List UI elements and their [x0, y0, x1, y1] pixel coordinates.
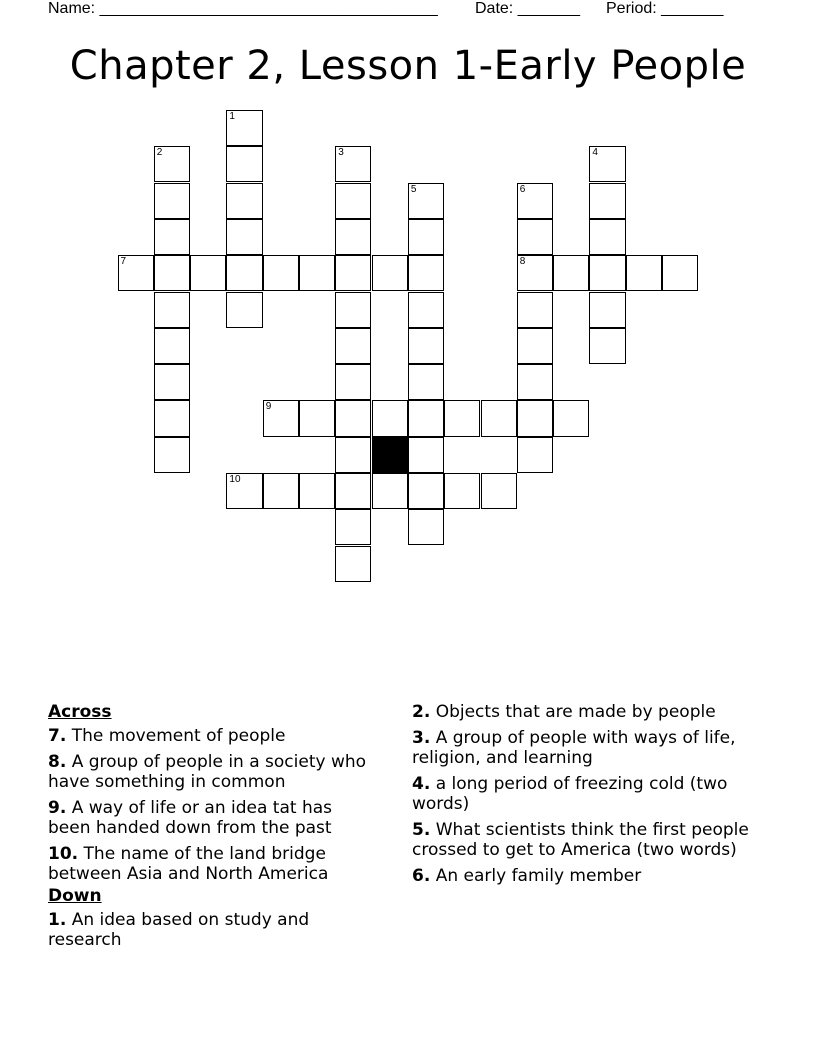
- crossword-cell[interactable]: [408, 328, 444, 364]
- clue-number: 5.: [412, 820, 431, 840]
- crossword-cell[interactable]: [517, 400, 553, 436]
- crossword-cell[interactable]: [481, 473, 517, 509]
- clue-text: The movement of people: [71, 726, 286, 746]
- clue-text: a long period of freezing cold (two words): [412, 774, 728, 814]
- crossword-cell[interactable]: [335, 292, 371, 328]
- crossword-cell[interactable]: [589, 328, 625, 364]
- crossword-cell[interactable]: [626, 255, 662, 291]
- crossword-cell[interactable]: [662, 255, 698, 291]
- crossword-cell[interactable]: [335, 146, 371, 182]
- crossword-cell[interactable]: [299, 473, 335, 509]
- clue-number: 6.: [412, 866, 431, 886]
- crossword-cell[interactable]: [517, 437, 553, 473]
- clue-number: 3.: [412, 728, 431, 748]
- clue-across-10: [48, 844, 368, 884]
- clue-down-3: [412, 728, 772, 768]
- crossword-cell[interactable]: [444, 400, 480, 436]
- crossword-cell[interactable]: [263, 400, 299, 436]
- crossword-cell[interactable]: [263, 255, 299, 291]
- crossword-cell[interactable]: [154, 146, 190, 182]
- cell-clue-number: 9: [265, 401, 272, 413]
- crossword-cell[interactable]: [517, 183, 553, 219]
- crossword-cell[interactable]: [408, 509, 444, 545]
- clue-across-8: [48, 752, 368, 792]
- crossword-cell[interactable]: [226, 183, 262, 219]
- clue-number: 9.: [48, 798, 67, 818]
- crossword-cell[interactable]: [154, 255, 190, 291]
- clue-number: 2.: [412, 702, 431, 722]
- crossword-cell[interactable]: [299, 255, 335, 291]
- clue-text: The name of the land bridge between Asia and North America: [48, 844, 329, 884]
- page-title: Chapter 2, Lesson 1-Early People: [69, 43, 747, 89]
- crossword-cell[interactable]: [154, 328, 190, 364]
- clue-number: 4.: [412, 774, 431, 794]
- cell-clue-number: 5: [410, 183, 417, 195]
- crossword-cell[interactable]: [372, 255, 408, 291]
- crossword-cell[interactable]: [589, 219, 625, 255]
- clue-text: A way of life or an idea tat has been handed down from the past: [48, 798, 332, 838]
- crossword-cell[interactable]: [335, 255, 371, 291]
- crossword-cell[interactable]: [444, 473, 480, 509]
- crossword-cell[interactable]: [335, 400, 371, 436]
- crossword-cell[interactable]: [226, 219, 262, 255]
- crossword-cell[interactable]: [335, 364, 371, 400]
- clues-column-left: [48, 702, 368, 956]
- crossword-cell[interactable]: [335, 546, 371, 582]
- crossword-cell[interactable]: [226, 146, 262, 182]
- clue-number: 10.: [48, 844, 79, 864]
- crossword-cell[interactable]: [517, 364, 553, 400]
- clue-down-6: [412, 866, 772, 886]
- name-field-label[interactable]: Name: ______________________________________: [48, 0, 438, 17]
- cell-clue-number: 3: [338, 147, 344, 159]
- crossword-cell[interactable]: [154, 183, 190, 219]
- crossword-cell[interactable]: [589, 146, 625, 182]
- crossword-cell[interactable]: [553, 400, 589, 436]
- crossword-cell[interactable]: [408, 219, 444, 255]
- cell-clue-number: 4: [592, 147, 598, 159]
- crossword-cell[interactable]: [517, 255, 553, 291]
- cell-clue-number: 1: [229, 111, 235, 122]
- cell-clue-number: 7: [120, 256, 127, 268]
- down-heading: Down: [48, 886, 102, 906]
- crossword-cell[interactable]: [589, 292, 625, 328]
- crossword-cell[interactable]: [226, 473, 262, 509]
- crossword-cell[interactable]: [372, 400, 408, 436]
- clue-text: A group of people with ways of life, religion, and learning: [412, 728, 736, 768]
- crossword-cell[interactable]: [299, 400, 335, 436]
- crossword-block: [372, 437, 408, 473]
- crossword-cell[interactable]: [226, 255, 262, 291]
- crossword-cell[interactable]: [263, 473, 299, 509]
- clue-number: 1.: [48, 910, 67, 930]
- crossword-cell[interactable]: [408, 292, 444, 328]
- cell-clue-number: 10: [229, 474, 241, 485]
- crossword-cell[interactable]: [154, 400, 190, 436]
- crossword-cell[interactable]: [154, 364, 190, 400]
- crossword-cell[interactable]: [335, 328, 371, 364]
- clue-down-5: [412, 820, 772, 860]
- crossword-cell[interactable]: [408, 183, 444, 219]
- clues-column-right: [412, 702, 772, 892]
- cell-clue-number: 8: [519, 256, 526, 268]
- cell-clue-number: 6: [519, 183, 526, 195]
- clue-text: A group of people in a society who have something in common: [48, 752, 367, 792]
- crossword-cell[interactable]: [481, 400, 517, 436]
- clue-down-4: [412, 774, 772, 814]
- cell-clue-number: 2: [156, 147, 163, 159]
- clue-number: 7.: [48, 726, 67, 746]
- crossword-cell[interactable]: [517, 219, 553, 255]
- crossword-cell[interactable]: [408, 364, 444, 400]
- clue-number: 8.: [48, 752, 67, 772]
- clue-across-7: [48, 726, 368, 746]
- crossword-cell[interactable]: [408, 255, 444, 291]
- clue-across-9: [48, 798, 368, 838]
- crossword-cell[interactable]: [589, 255, 625, 291]
- crossword-cell[interactable]: [589, 183, 625, 219]
- clue-down-2: [412, 702, 772, 722]
- crossword-cell[interactable]: [408, 473, 444, 509]
- crossword-cell[interactable]: [408, 437, 444, 473]
- crossword-cell[interactable]: [372, 473, 408, 509]
- crossword-cell[interactable]: [226, 292, 262, 328]
- crossword-cell[interactable]: [190, 255, 226, 291]
- clue-text: An early family member: [435, 866, 642, 886]
- crossword-cell[interactable]: [335, 437, 371, 473]
- crossword-cell[interactable]: [517, 292, 553, 328]
- crossword-cell[interactable]: [118, 255, 154, 291]
- clue-text: An idea based on study and research: [48, 910, 310, 950]
- crossword-cell[interactable]: [154, 219, 190, 255]
- crossword-cell[interactable]: [408, 400, 444, 436]
- crossword-cell[interactable]: [154, 437, 190, 473]
- crossword-cell[interactable]: [335, 509, 371, 545]
- date-field-label[interactable]: Date: _______: [475, 0, 580, 17]
- crossword-cell[interactable]: [335, 473, 371, 509]
- crossword-cell[interactable]: [553, 255, 589, 291]
- crossword-cell[interactable]: [335, 183, 371, 219]
- crossword-cell[interactable]: [226, 110, 262, 146]
- across-heading: Across: [48, 702, 112, 722]
- clue-text: What scientists think the first people crossed to get to America (two words): [412, 820, 749, 860]
- clue-down-1: [48, 910, 368, 950]
- crossword-cell[interactable]: [335, 219, 371, 255]
- period-field-label[interactable]: Period: _______: [606, 0, 724, 17]
- crossword-cell[interactable]: [517, 328, 553, 364]
- clue-text: Objects that are made by people: [435, 702, 716, 722]
- crossword-cell[interactable]: [154, 292, 190, 328]
